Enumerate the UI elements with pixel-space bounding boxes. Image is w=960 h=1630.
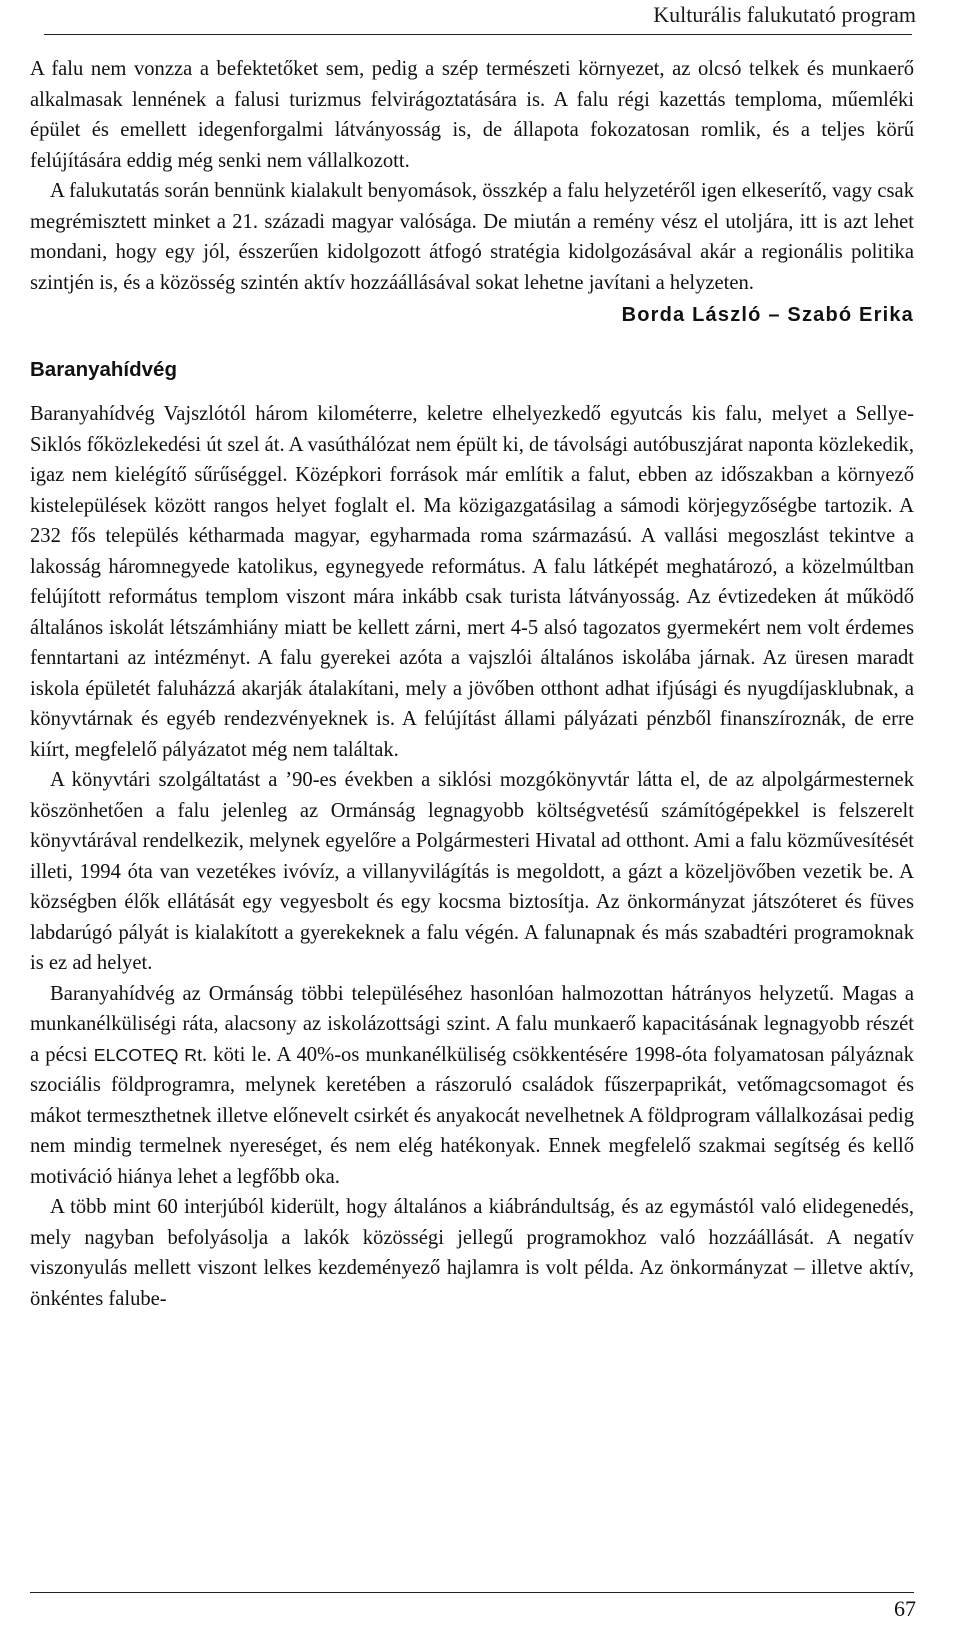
paragraph: A könyvtári szolgáltatást a ’90-es években a siklósi mozgókönyvtár látta el, de az alpolgármesternek köszönhetően a falu jelenleg az Ormánság legnagyobb költségvetésű számítógépekkel is felszerelt könyvtárával rendelkezik, melynek egyelőre a Polgármesteri Hivatal ad otthont. Ami a falu közművesítését illeti, 1994 óta van vezetékes ivóvíz, a villanyvilágítás is megoldott, a gázt a közeljövőben vezetik be. A községben élők ellátását egy vegyesbolt és egy kocsma biztosítja. Az önkormányzat játszóteret és füves labdarúgó pályát is kialakított a gyerekeknek a falu végén. A falunapnak és más szabadtéri programoknak is ez ad helyet.	[30, 769, 914, 974]
paragraph: A több mint 60 interjúból kiderült, hogy általános a kiábrándultság, és az egymástól való elidegenedés, mely nagyban befolyásolja a lakók közösségi jellegű programokhoz való hozzáállását. A negatív viszonyulás mellett viszont lelkes kezdeményező hajlamra is volt példa. Az önkormányzat – illetve aktív, önkéntes falube-	[30, 1196, 914, 1310]
running-head: Kulturális falukutató program	[653, 2, 916, 27]
body-text	[30, 54, 914, 1314]
section-title: Baranyahídvég	[30, 357, 177, 381]
page-number: 67	[894, 1596, 916, 1621]
paragraph: A falu nem vonzza a befektetőket sem, pedig a szép természeti környezet, az olcsó telkek és munkaerő alkalmasak lennének a falusi turizmus felvirágoztatására is. A falu régi kazettás temploma, műemléki épület és emellett idegenforgalmi látványosság is, de állapota fokozatosan romlik, és a teljes körű felújítására eddig még senki nem vállalkozott.	[30, 58, 914, 172]
paragraph: A falukutatás során bennünk kialakult benyomások, összkép a falu helyzetéről igen elkeserítő, vagy csak megrémisztett minket a 21. századi magyar valósága. De miután a remény vész el utoljára, itt is azt lehet mondani, hogy egy jól, ésszerűen kidolgozott átfogó stratégia kidolgozásával akár a regionális politika szintjén is, és a közösség szintén aktív hozzáállásával sokat lehetne javítani a helyzeten.	[30, 180, 914, 294]
paragraph: Baranyahídvég Vajszlótól három kilométerre, keletre elhelyezkedő egyutcás kis falu, melyet a Sellye-Siklós főközlekedési út szel át. A vasúthálózat nem épült ki, de távolsági autóbuszjárat naponta közlekedik, igaz nem kielégítő sűrűséggel. Középkori források már említik a falut, ebben az időszakban a környező kistelepülések között rangos helyet foglalt el. Ma közigazgatásilag a sámodi körjegyzőségbe tartozik. A 232 fős település kétharmada magyar, egyharmada roma származású. A vallási megoszlást tekintve a lakosság háromnegyede katolikus, egynegyede református. A falu látképét meghatározó, a közelmúltban felújított református templom viszont mára inkább csak turista látványosság. Az évtizedeken át működő általános iskolát létszámhiány miatt be kellett zárni, mert 4-5 alsó tagozatos gyermekért nem volt érdemes fenntartani az intézményt. A falu gyerekei azóta a vajszlói általános iskolába járnak. Az üresen maradt iskola épületét faluházzá akarják átalakítani, mely a jövőben otthont adhat ifjúsági és nyugdíjasklubnak, a könyvtárnak és egyéb rendezvényeknek is. A felújítást állami pályázati pénzből finanszíroznák, de erre kiírt, megfelelő pályázatot még nem találtak.	[30, 403, 914, 761]
paragraph-text: Baranyahídvég az Ormánság többi településéhez hasonlóan halmozottan hátrányos helyzetű. Magas a munkanélküliségi ráta, alacsony az iskolázottsági szint. A falu munkaerő kapacitásának legnagyobb részét a pécsi	[30, 982, 914, 1066]
footer-rule	[30, 1592, 914, 1593]
paragraph	[30, 979, 914, 1193]
company-name: ELCOTEQ Rt	[93, 1044, 203, 1065]
paragraph-text: . köti le. A 40%-os munkanélküliség csökkentésére 1998-óta folyamatosan pályáznak szociális földprogramra, melynek keretében a rászoruló családok fűszerpaprikát, vetőmagcsomagot és mákot termeszthetnek illetve előnevelt csirkét és anyakocát nevelhetnek A földprogram vállalkozásai pedig nem mindig termelnek nyereséget, és nem elég hatékonyak. Ennek megfelelő szakmai segítség és kellő motiváció hiánya lehet a legfőbb oka.	[30, 1043, 914, 1188]
author-byline: Borda László – Szabó Erika	[621, 304, 914, 326]
header-rule	[44, 34, 912, 35]
